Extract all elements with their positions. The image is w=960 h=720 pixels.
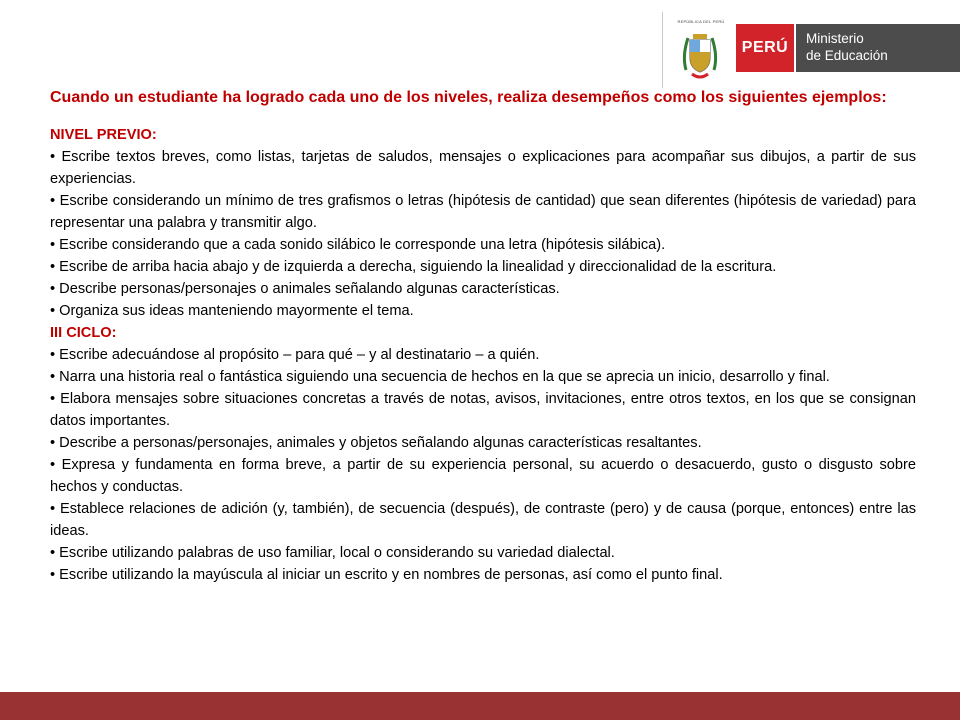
national-coat-of-arms-icon <box>678 22 722 82</box>
footer-bar <box>0 692 960 720</box>
list-item: • Escribe utilizando palabras de uso familiar, local o considerando su variedad dialectal. <box>50 545 615 561</box>
intro-heading: Cuando un estudiante ha logrado cada uno de los niveles, realiza desempeños como los siguientes ejemplos: <box>50 89 887 106</box>
seal-caption: REPÚBLICA DEL PERÚ <box>677 19 725 24</box>
section-title-nivel-previo: NIVEL PREVIO: <box>50 127 157 143</box>
list-item: • Escribe adecuándose al propósito – para qué – y al destinatario – a quién. <box>50 347 540 363</box>
slide-content <box>50 86 916 586</box>
section-title-iii-ciclo: III CICLO: <box>50 325 117 341</box>
logo-divider <box>662 12 663 88</box>
ministry-label <box>796 24 960 72</box>
list-item: • Elabora mensajes sobre situaciones concretas a través de notas, avisos, invitaciones, entre otros textos, en los que se consignan datos importantes. <box>50 391 916 429</box>
list-item: • Organiza sus ideas manteniendo mayormente el tema. <box>50 303 414 319</box>
list-item: • Escribe textos breves, como listas, tarjetas de saludos, mensajes o explicaciones para acompañar sus dibujos, a partir de sus experiencias. <box>50 149 916 187</box>
list-item: • Escribe utilizando la mayúscula al iniciar un escrito y en nombres de personas, así como el punto final. <box>50 567 723 583</box>
peru-label: PERÚ <box>736 24 794 72</box>
list-item: • Escribe considerando un mínimo de tres grafismos o letras (hipótesis de cantidad) que sean diferentes (hipótesis de variedad) para representar una palabra y transmitir algo. <box>50 193 916 231</box>
list-item: • Escribe considerando que a cada sonido silábico le corresponde una letra (hipótesis silábica). <box>50 237 666 253</box>
list-item: • Escribe de arriba hacia abajo y de izquierda a derecha, siguiendo la linealidad y direccionalidad de la escritura. <box>50 259 777 275</box>
list-item: • Expresa y fundamenta en forma breve, a partir de su experiencia personal, su acuerdo o desacuerdo, gusto o disgusto sobre hechos y conductas. <box>50 457 916 495</box>
list-item: • Describe a personas/personajes, animales y objetos señalando algunas características resaltantes. <box>50 435 702 451</box>
list-item: • Establece relaciones de adición (y, también), de secuencia (después), de contraste (pero) y de causa (porque, entonces) entre las ideas. <box>50 501 916 539</box>
list-item: • Narra una historia real o fantástica siguiendo una secuencia de hechos en la que se aprecia un inicio, desarrollo y final. <box>50 369 830 385</box>
ministry-line-2: de Educación <box>806 48 888 63</box>
ministry-logo <box>662 0 960 92</box>
ministry-line-1: Ministerio <box>806 31 864 46</box>
list-item: • Describe personas/personajes o animales señalando algunas características. <box>50 281 560 297</box>
